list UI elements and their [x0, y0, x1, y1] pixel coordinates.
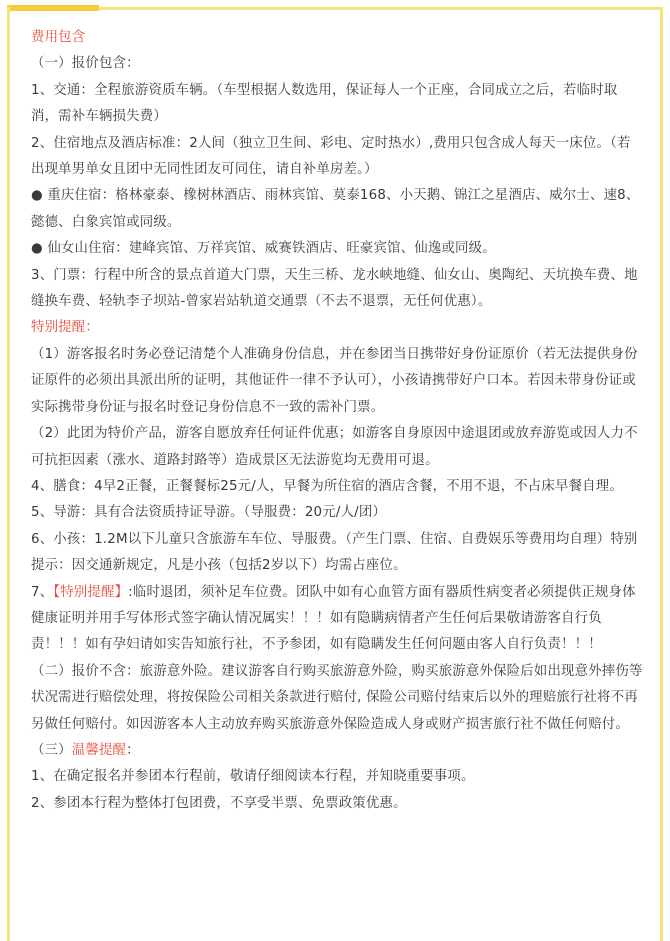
right-border	[660, 7, 663, 941]
item-number: 7、	[31, 584, 54, 600]
special-reminder-heading: 特别提醒：	[31, 320, 99, 336]
item-guide: 5、导游：具有合法资质持证导游。（导服费：20元/人/团）	[31, 505, 387, 521]
item-accommodation: 2、住宿地点及酒店标准：2人间（独立卫生间、彩电、定时热水）,费用只包含成人每天一床位。（若出现单男单女且团中无同性团友可同住，请自补单房差。）	[31, 135, 631, 178]
reminder-special-offer: （2）此团为特价产品，游客自愿放弃任何证件优惠；如游客自身原因中途退团或放弃游览或因人力不可抗拒因素（涨水、道路封路等）造成景区无法游览均无费用可退。	[31, 426, 638, 468]
warm-reminder-label: 温馨提醒	[71, 742, 127, 758]
item-meals: 4、膳食：4早2正餐，正餐餐标25元/人，早餐为所住宿的酒店含餐，不用不退，不占床早餐自理。	[31, 478, 623, 494]
item-chongqing-hotels: ● 重庆住宿：格林豪泰、橡树林酒店、雨林宾馆、莫泰168、小天鹅、锦江之星酒店、威尔士、速8、懿德、白象宾馆或同级。	[31, 188, 640, 230]
subheading-price-includes: （一）报价包含：	[31, 56, 140, 72]
price-excludes: （二）报价不含：旅游意外险。建议游客自行购买旅游意外险，购买旅游意外保险后如出现意外摔伤等状况需进行赔偿处理，将按保险公司相关条款进行赔付, 保险公司赔付结束后以外的理赔旅行社将不再另做任何赔付。如因游客本人主动放弃购买旅游意外保险造成人身或财产损害旅行社不做任何赔付。	[31, 663, 643, 732]
left-border	[7, 7, 10, 941]
document-body	[31, 25, 643, 817]
item-tickets: 3、门票：行程中所含的景点首道大门票，天生三桥、龙水峡地缝、仙女山、奥陶纪、天坑换车费、地缝换车费、轻轨李子坝站-曾家岩站轨道交通票（不去不退票，无任何优惠）。	[31, 267, 638, 310]
reminder-id-documents: （1）游客报名时务必登记清楚个人准确身份信息，并在参团当日携带好身份证原价（若无法提供身份证原件的必须出具派出所的证明，其他证件一律不予认可），小孩请携带好户口本。若因未带身份证或实际携带身份证与报名时登记身份信息不一致的需补门票。	[31, 346, 638, 415]
note-read-itinerary: 1、在确定报名并参团本行程前，敬请仔细阅读本行程，并知晓重要事项。	[31, 769, 475, 785]
note-package-price: 2、参团本行程为整体打包团费，不享受半票、免票政策优惠。	[31, 795, 407, 811]
item-transport: 1、交通：全程旅游资质车辆。（车型根据人数选用，保证每人一个正座，合同成立之后，若临时取消，需补车辆损失费）	[31, 82, 618, 125]
item-children: 6、小孩：1.2M以下儿童只含旅游车车位、导服费。（产生门票、住宿、自费娱乐等费用均自理）特别提示：因交通新规定，凡是小孩（包括2岁以下）均需占座位。	[31, 531, 638, 574]
top-border	[8, 7, 663, 10]
colon: ：	[126, 742, 140, 758]
special-reminder-text: :临时退团，须补足车位费。团队中如有心血管方面有器质性病变者必须提供正规身体健康证明并用手写体形式签字确认情况属实！！！如有隐瞒病情者产生任何后果敬请游客自行负责！！！如有孕妇请如实告知旅行社，不予参团，如有隐瞒发生任何问题由客人自行负责！！！	[31, 584, 636, 653]
warm-reminder-heading	[31, 738, 643, 764]
corner-accent	[7, 5, 99, 11]
section-heading-fees-included: 费用包含	[31, 30, 86, 45]
item-special-reminder	[31, 580, 643, 659]
section-number: （三）	[31, 742, 72, 758]
item-xiannvshan-hotels: ● 仙女山住宿：建峰宾馆、万祥宾馆、威赛铁酒店、旺豪宾馆、仙逸或同级。	[31, 241, 496, 257]
special-reminder-tag: 【特别提醒】	[53, 584, 129, 600]
